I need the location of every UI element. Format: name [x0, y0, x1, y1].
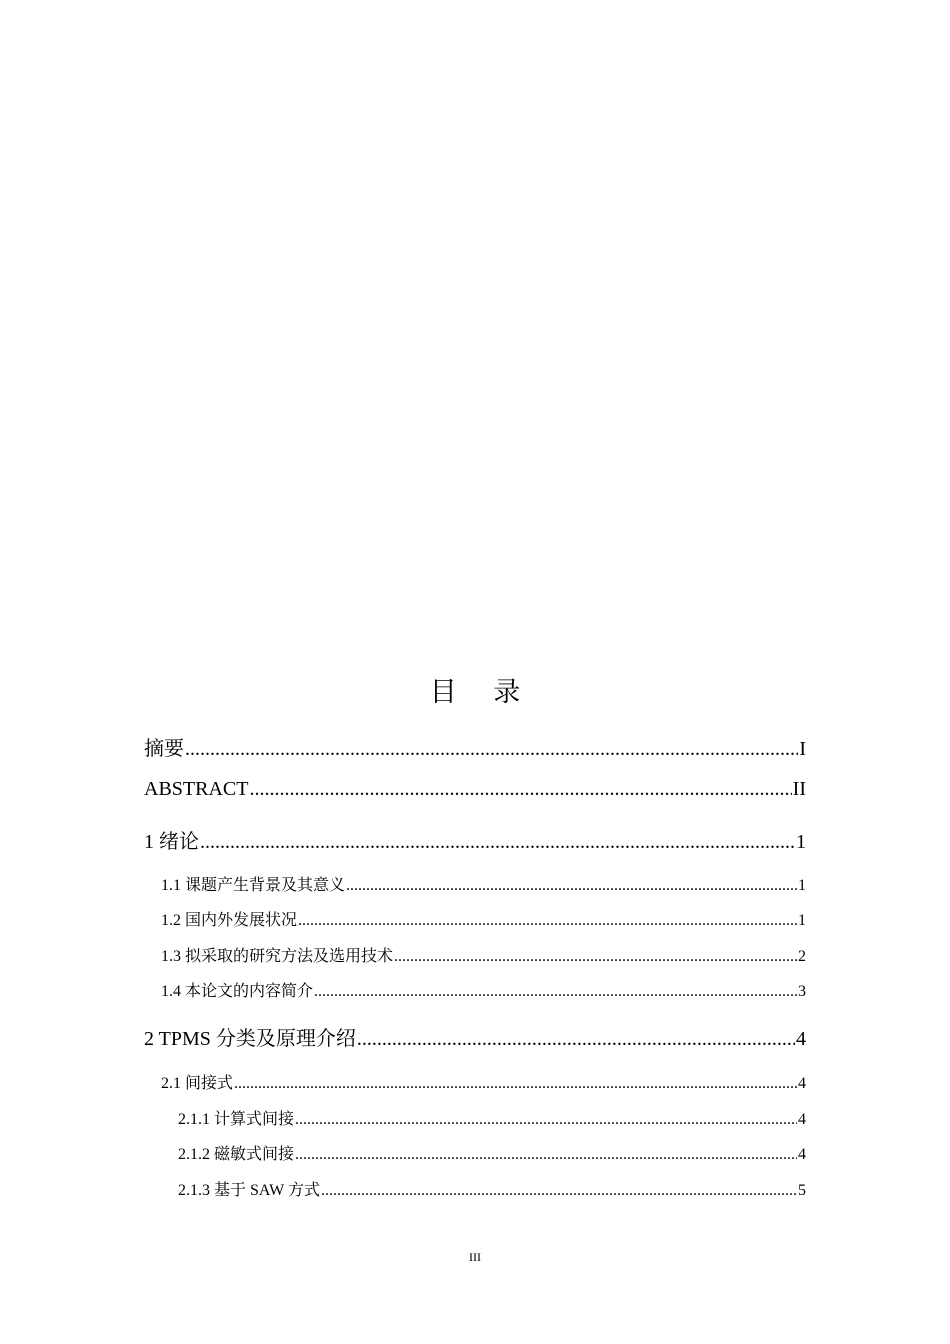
toc-entry-page: 5	[798, 1182, 806, 1199]
dot-leader	[295, 1146, 797, 1164]
toc-entry-section-2-1[interactable]	[161, 1070, 806, 1093]
toc-entry-chapter-2[interactable]	[144, 1022, 806, 1051]
toc-entry-section-1-3[interactable]	[161, 943, 806, 966]
toc-entry-section-2-1-3[interactable]	[178, 1177, 806, 1200]
toc-title: 目 录	[429, 677, 535, 708]
toc-entry-page: I	[799, 738, 806, 760]
dot-leader	[200, 831, 795, 854]
toc-entry-page: 1	[798, 912, 806, 929]
dot-leader	[321, 1182, 797, 1200]
toc-entry-page: 4	[798, 1111, 806, 1128]
dot-leader	[249, 778, 791, 801]
dot-leader	[298, 912, 797, 930]
toc-entry-section-2-1-2[interactable]	[178, 1141, 806, 1164]
dot-leader	[357, 1028, 795, 1051]
dot-leader	[346, 877, 797, 895]
toc-entry-label: ABSTRACT	[144, 778, 249, 800]
toc-entry-label: 1.1 课题产生背景及其意义	[161, 877, 346, 894]
page-number: III	[469, 1250, 481, 1264]
toc-entry-page: 1	[798, 877, 806, 894]
toc-entry-section-1-1[interactable]	[161, 872, 806, 895]
toc-entry-chapter-1[interactable]	[144, 825, 806, 854]
toc-entry-label: 2.1.2 磁敏式间接	[178, 1146, 295, 1163]
toc-entry-label: 2.1 间接式	[161, 1075, 234, 1092]
toc-entry-page: 4	[796, 1028, 806, 1050]
dot-leader	[295, 1111, 797, 1129]
toc-entry-abstract-cn[interactable]	[144, 732, 806, 761]
toc-entry-page: 4	[798, 1075, 806, 1092]
toc-entry-label: 2 TPMS 分类及原理介绍	[144, 1028, 356, 1050]
toc-entry-abstract-en[interactable]	[144, 778, 806, 801]
toc-entry-label: 2.1.3 基于 SAW 方式	[178, 1182, 320, 1199]
toc-entry-label: 1.4 本论文的内容简介	[161, 983, 314, 1000]
toc-entry-page: II	[792, 778, 806, 800]
toc-entry-label: 摘要	[144, 738, 184, 760]
toc-entry-label: 2.1.1 计算式间接	[178, 1111, 295, 1128]
dot-leader	[394, 948, 797, 966]
dot-leader	[185, 738, 798, 761]
toc-entry-section-1-2[interactable]	[161, 907, 806, 930]
dot-leader	[234, 1075, 797, 1093]
toc-entry-page: 2	[798, 948, 806, 965]
toc-entry-page: 1	[796, 831, 806, 853]
toc-entry-label: 1.2 国内外发展状况	[161, 912, 298, 929]
toc-entry-label: 1.3 拟采取的研究方法及选用技术	[161, 948, 394, 965]
toc-entry-label: 1 绪论	[144, 831, 199, 853]
toc-entry-page: 3	[798, 983, 806, 1000]
toc-entry-section-1-4[interactable]	[161, 978, 806, 1001]
toc-entry-section-2-1-1[interactable]	[178, 1106, 806, 1129]
dot-leader	[314, 983, 797, 1001]
toc-entry-page: 4	[798, 1146, 806, 1163]
